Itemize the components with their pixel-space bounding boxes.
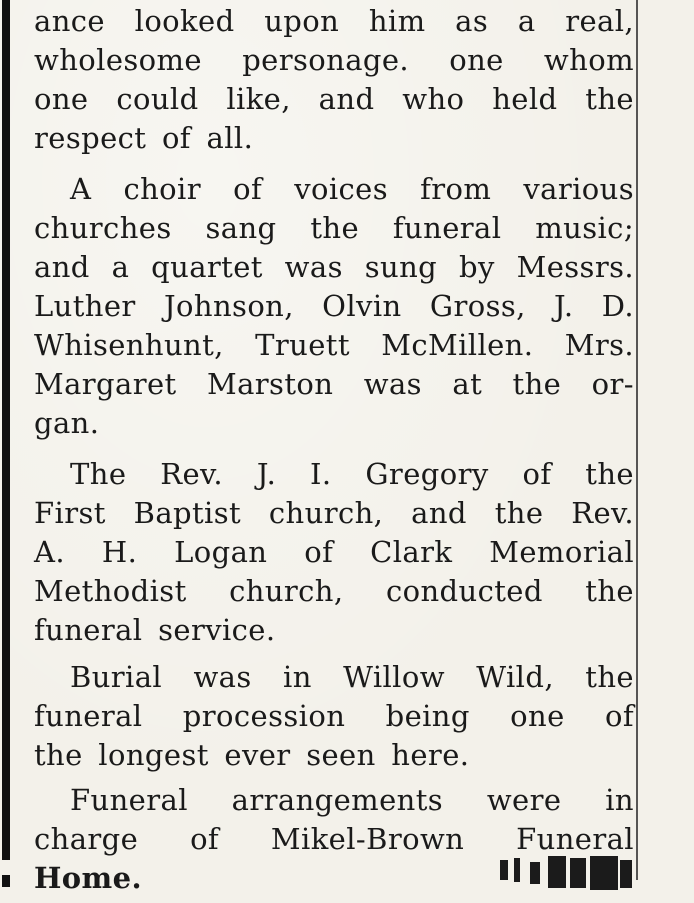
left-margin-mark xyxy=(2,875,10,887)
text-line: ance looked upon him as a real, xyxy=(34,4,634,38)
text-line: one could like, and who held the xyxy=(34,82,634,116)
text-line: the longest ever seen here. xyxy=(34,738,470,772)
text-line: wholesome personage. one whom xyxy=(34,43,634,77)
text-line: Luther Johnson, Olvin Gross, J. D. xyxy=(34,289,634,323)
text-line: Margaret Marston was at the or- xyxy=(34,367,634,401)
text-line: charge of Mikel-Brown Funeral xyxy=(34,822,634,856)
ink-smudge xyxy=(500,856,636,892)
text-line: and a quartet was sung by Messrs. xyxy=(34,250,634,284)
right-column-rule xyxy=(636,0,638,880)
paragraph-1 xyxy=(34,2,634,158)
text-line: Methodist church, conducted the xyxy=(34,574,634,608)
text-line: Whisenhunt, Truett McMillen. Mrs. xyxy=(34,328,634,362)
text-line: Home. xyxy=(34,861,142,895)
left-column-rule xyxy=(2,0,10,860)
text-line: The Rev. J. I. Gregory of the xyxy=(70,457,634,491)
paragraph-2 xyxy=(34,170,634,443)
text-line: Burial was in Willow Wild, the xyxy=(70,660,634,694)
text-line: First Baptist church, and the Rev. xyxy=(34,496,634,530)
text-line: gan. xyxy=(34,406,100,440)
text-line: funeral procession being one of xyxy=(34,699,634,733)
text-line: funeral service. xyxy=(34,613,276,647)
text-line: A choir of voices from various xyxy=(70,172,634,206)
paragraph-3 xyxy=(34,455,634,650)
article-body xyxy=(34,0,634,898)
text-line: A. H. Logan of Clark Memorial xyxy=(34,535,634,569)
text-line: Funeral arrangements were in xyxy=(70,783,634,817)
paragraph-4 xyxy=(34,658,634,775)
text-line: respect of all. xyxy=(34,121,254,155)
text-line: churches sang the funeral music; xyxy=(34,211,634,245)
